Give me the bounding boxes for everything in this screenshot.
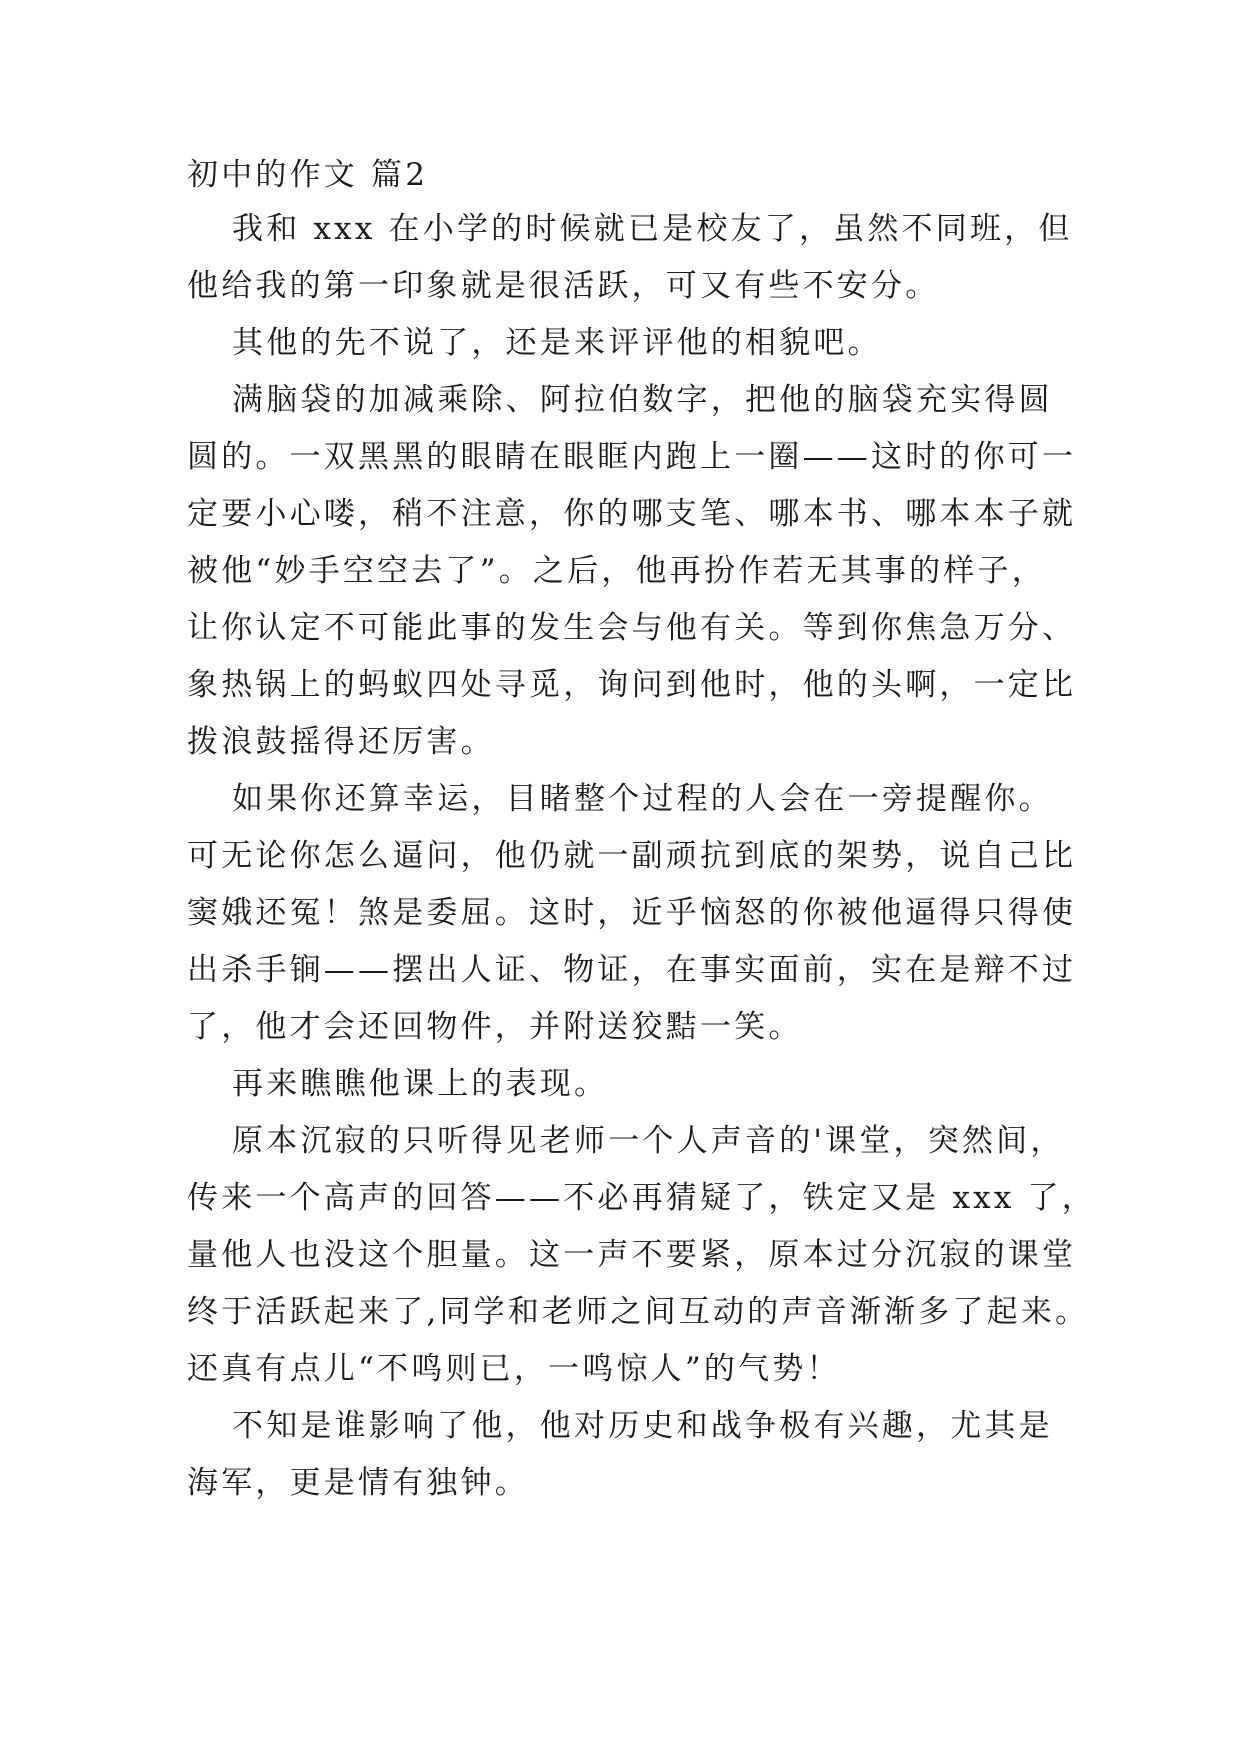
paragraph-line: 其他的先不说了，还是来评评他的相貌吧。 (232, 325, 882, 361)
paragraph-line: 窦娥还冤！煞是委屈。这时，近乎恼怒的你被他逼得只得使 (187, 895, 1077, 931)
paragraph-line: 海军，更是情有独钟。 (187, 1465, 529, 1501)
paragraph-line: 如果你还算幸运，目睹整个过程的人会在一旁提醒你。 (232, 781, 1053, 817)
paragraph-line: 圆的。一双黑黑的眼睛在眼眶内跑上一圈——这时的你可一 (187, 439, 1077, 475)
paragraph-line: 象热锅上的蚂蚁四处寻觅，询问到他时，他的头啊，一定比 (187, 667, 1077, 703)
paragraph-line: 我和 xxx 在小学的时候就已是校友了，虽然不同班，但 (232, 211, 1073, 247)
paragraph-line: 还真有点儿“不鸣则已，一鸣惊人”的气势！ (187, 1351, 841, 1387)
paragraph-line: 可无论你怎么逼问，他仍就一副顽抗到底的架势，说自己比 (187, 838, 1077, 874)
paragraph-line: 了，他才会还回物件，并附送狡黠一笑。 (187, 1009, 803, 1045)
paragraph-line: 他给我的第一印象就是很活跃，可又有些不安分。 (187, 268, 940, 304)
paragraph-line: 再来瞧瞧他课上的表现。 (232, 1066, 609, 1102)
paragraph-line: 出杀手锏——摆出人证、物证，在事实面前，实在是辩不过 (187, 952, 1077, 988)
paragraph-line: 拨浪鼓摇得还厉害。 (187, 724, 495, 760)
paragraph-line: 被他“妙手空空去了”。之后，他再扮作若无其事的样子， (187, 553, 1046, 589)
paragraph-line: 让你认定不可能此事的发生会与他有关。等到你焦急万分、 (187, 610, 1077, 646)
paragraph-line: 终于活跃起来了,同学和老师之间互动的声音渐渐多了起来。 (187, 1294, 1090, 1330)
paragraph-line: 传来一个高声的回答——不必再猜疑了，铁定又是 xxx 了， (187, 1180, 1096, 1216)
paragraph-line: 原本沉寂的只听得见老师一个人声音的'课堂，突然间， (232, 1123, 1065, 1159)
paragraph-line: 满脑袋的加减乘除、阿拉伯数字，把他的脑袋充实得圆 (232, 382, 1053, 418)
paragraph-line: 不知是谁影响了他，他对历史和战争极有兴趣，尤其是 (232, 1408, 1053, 1444)
paragraph-line: 量他人也没这个胆量。这一声不要紧，原本过分沉寂的课堂 (187, 1237, 1077, 1273)
paragraph-line: 定要小心喽，稍不注意，你的哪支笔、哪本书、哪本本子就 (187, 496, 1077, 532)
document-title: 初中的作文 篇2 (187, 157, 429, 193)
